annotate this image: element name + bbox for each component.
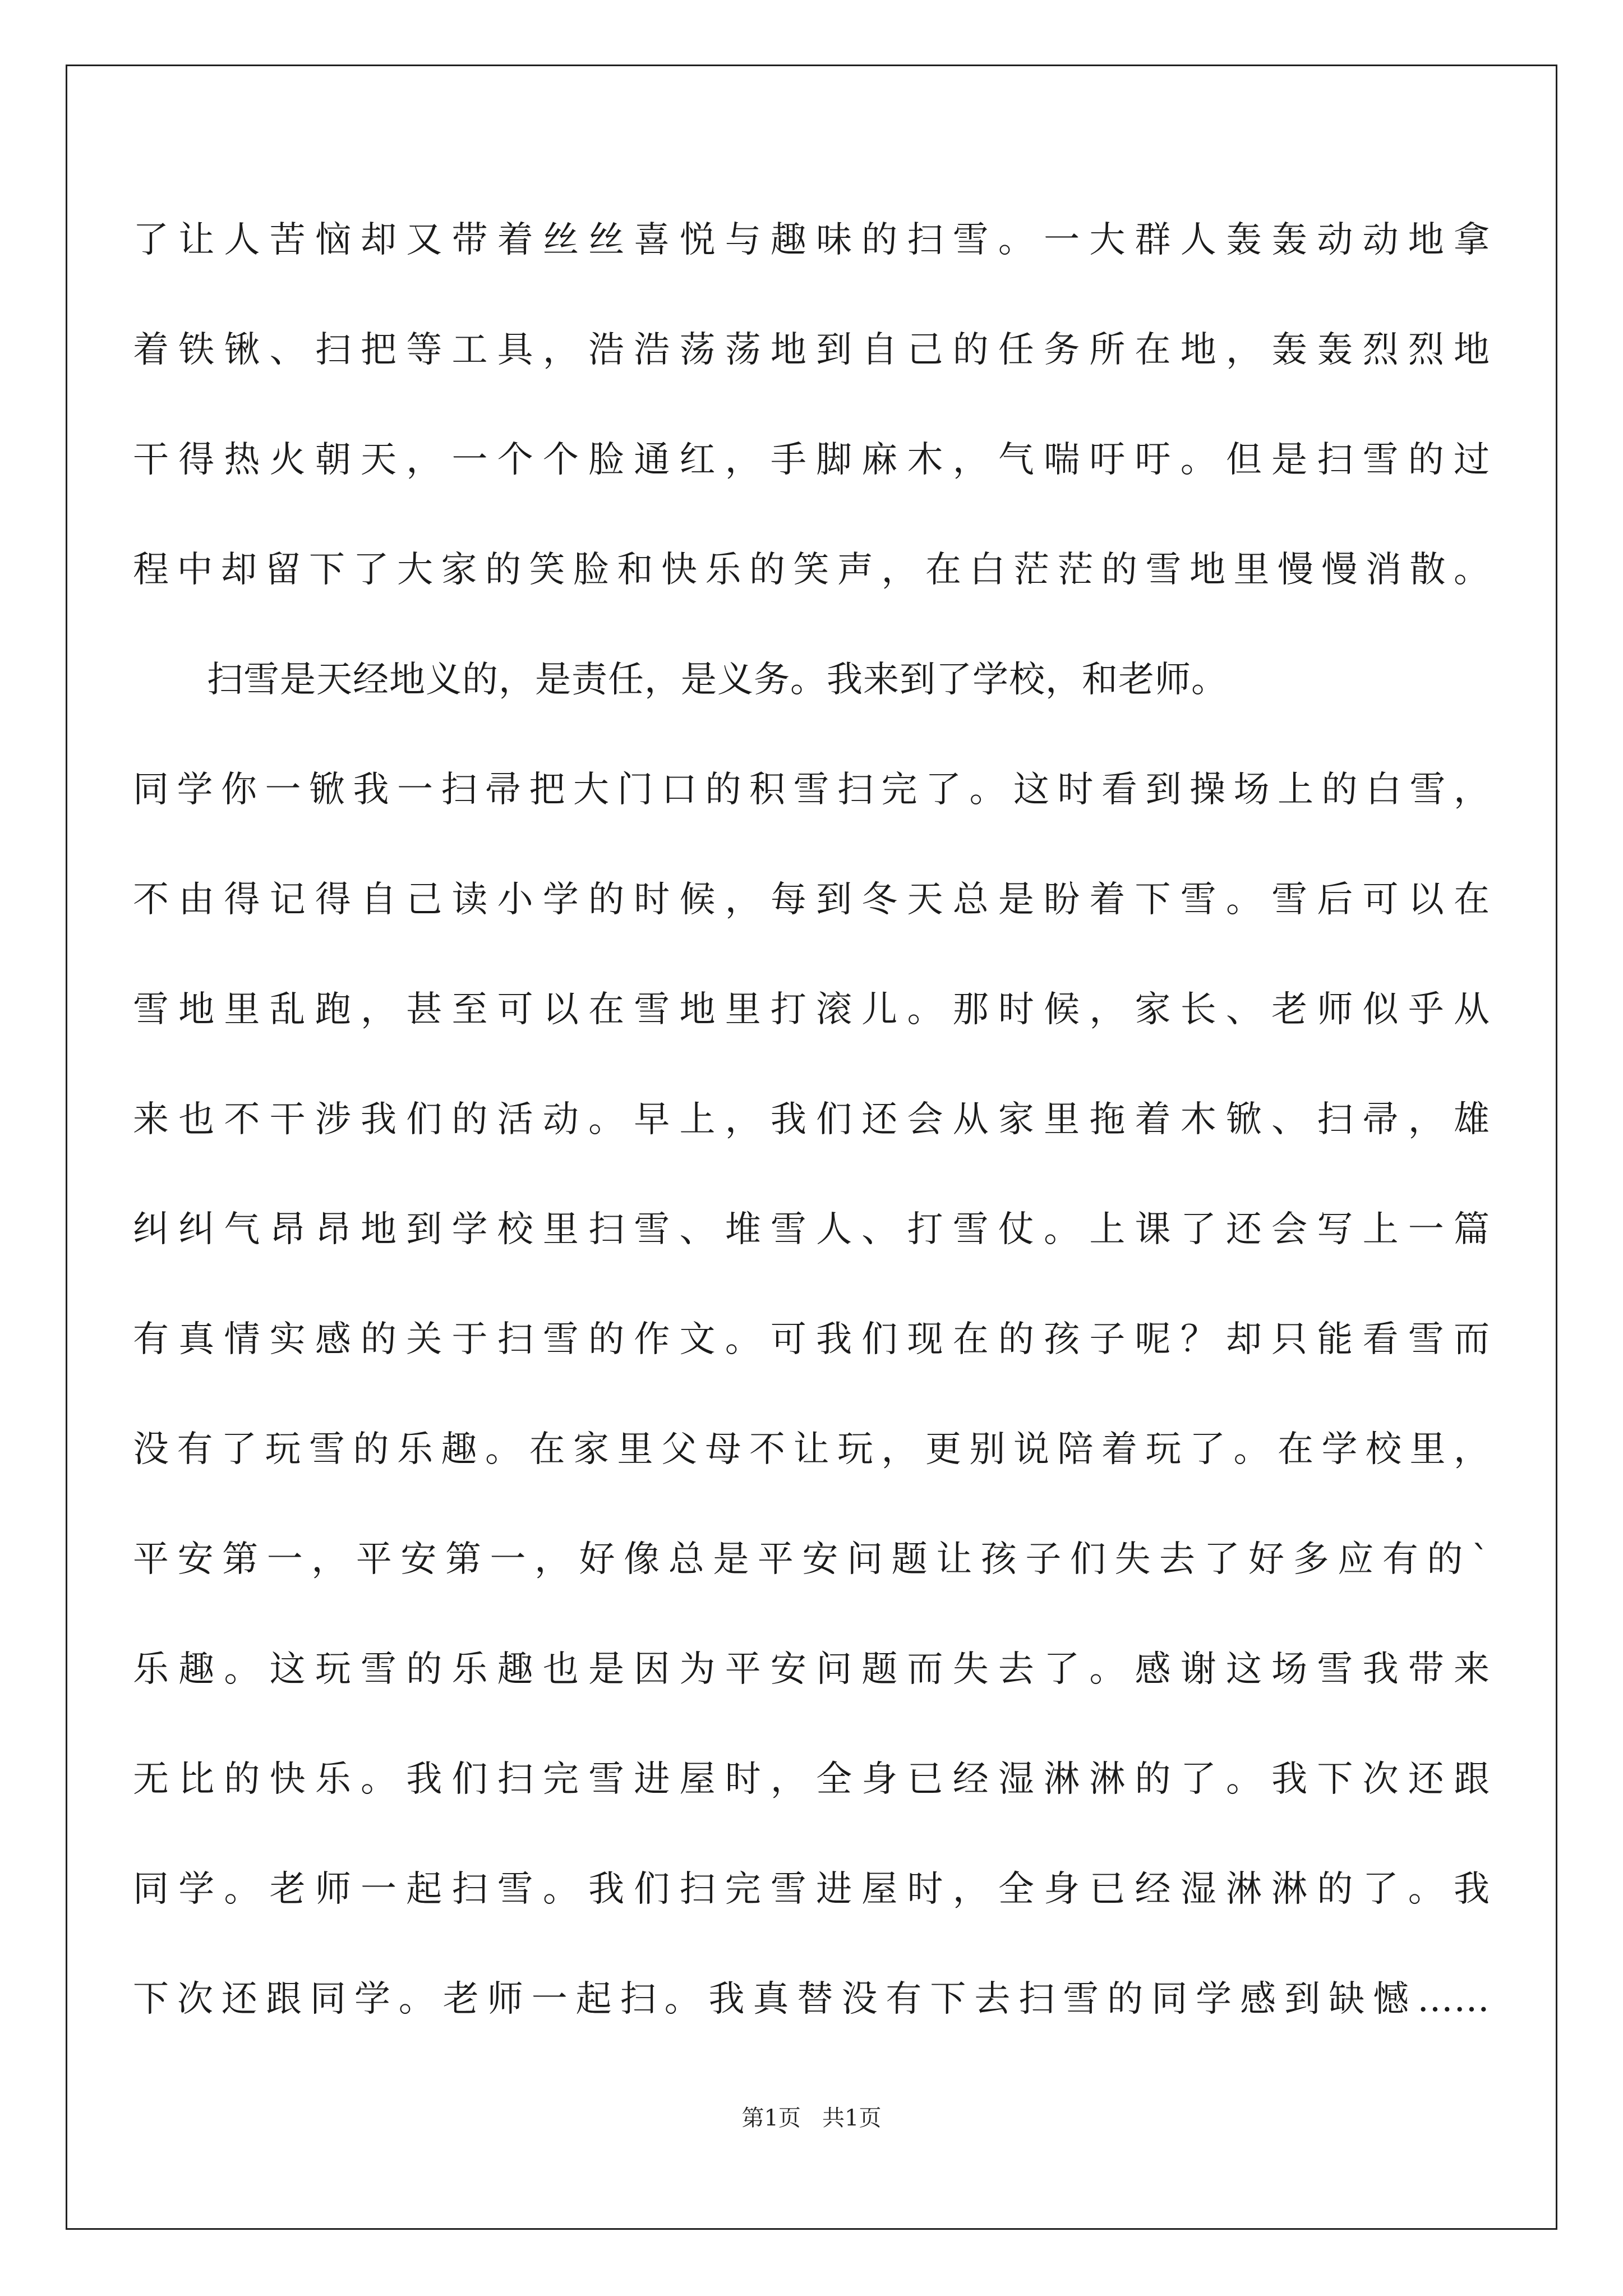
text-line: 下次还跟同学。老师一起扫。我真替没有下去扫雪的同学感到缺憾…… (133, 1978, 1490, 2020)
text-line: 纠纠气昂昂地到学校里扫雪、堆雪人、打雪仗。上课了还会写上一篇 (133, 1209, 1490, 1250)
text-line: 平安第一，平安第一，好像总是平安问题让孩子们失去了好多应有的` (133, 1539, 1490, 1580)
text-line: 同学你一锨我一扫帚把大门口的积雪扫完了。这时看到操场上的白雪， (133, 769, 1490, 811)
text-line: 乐趣。这玩雪的乐趣也是因为平安问题而失去了。感谢这场雪我带来 (133, 1649, 1490, 1690)
text-line: 程中却留下了大家的笑脸和快乐的笑声，在白茫茫的雪地里慢慢消散。 (133, 549, 1490, 591)
text-line: 雪地里乱跑，甚至可以在雪地里打滚儿。那时候，家长、老师似乎从 (133, 989, 1490, 1030)
text-line: 没有了玩雪的乐趣。在家里父母不让玩，更别说陪着玩了。在学校里， (133, 1429, 1490, 1470)
text-line: 了让人苦恼却又带着丝丝喜悦与趣味的扫雪。一大群人轰轰动动地拿 (133, 219, 1490, 261)
text-line: 来也不干涉我们的活动。早上，我们还会从家里拖着木锨、扫帚，雄 (133, 1099, 1490, 1140)
page-footer: 第1页 共1页 (741, 2105, 882, 2131)
text-line: 无比的快乐。我们扫完雪进屋时，全身已经湿淋淋的了。我下次还跟 (133, 1759, 1490, 1800)
text-line: 同学。老师一起扫雪。我们扫完雪进屋时，全身已经湿淋淋的了。我 (133, 1869, 1490, 1910)
paragraph-start-line: 扫雪是天经地义的，是责任，是义务。我来到了学校，和老师。 (207, 659, 1228, 701)
text-line: 有真情实感的关于扫雪的作文。可我们现在的孩子呢？却只能看雪而 (133, 1319, 1490, 1360)
text-line: 干得热火朝天，一个个脸通红，手脚麻木，气喘吁吁。但是扫雪的过 (133, 439, 1490, 481)
text-line: 不由得记得自己读小学的时候，每到冬天总是盼着下雪。雪后可以在 (133, 879, 1490, 921)
article-body (133, 185, 1490, 2054)
text-line: 着铁锹、扫把等工具，浩浩荡荡地到自己的任务所在地，轰轰烈烈地 (133, 329, 1490, 371)
